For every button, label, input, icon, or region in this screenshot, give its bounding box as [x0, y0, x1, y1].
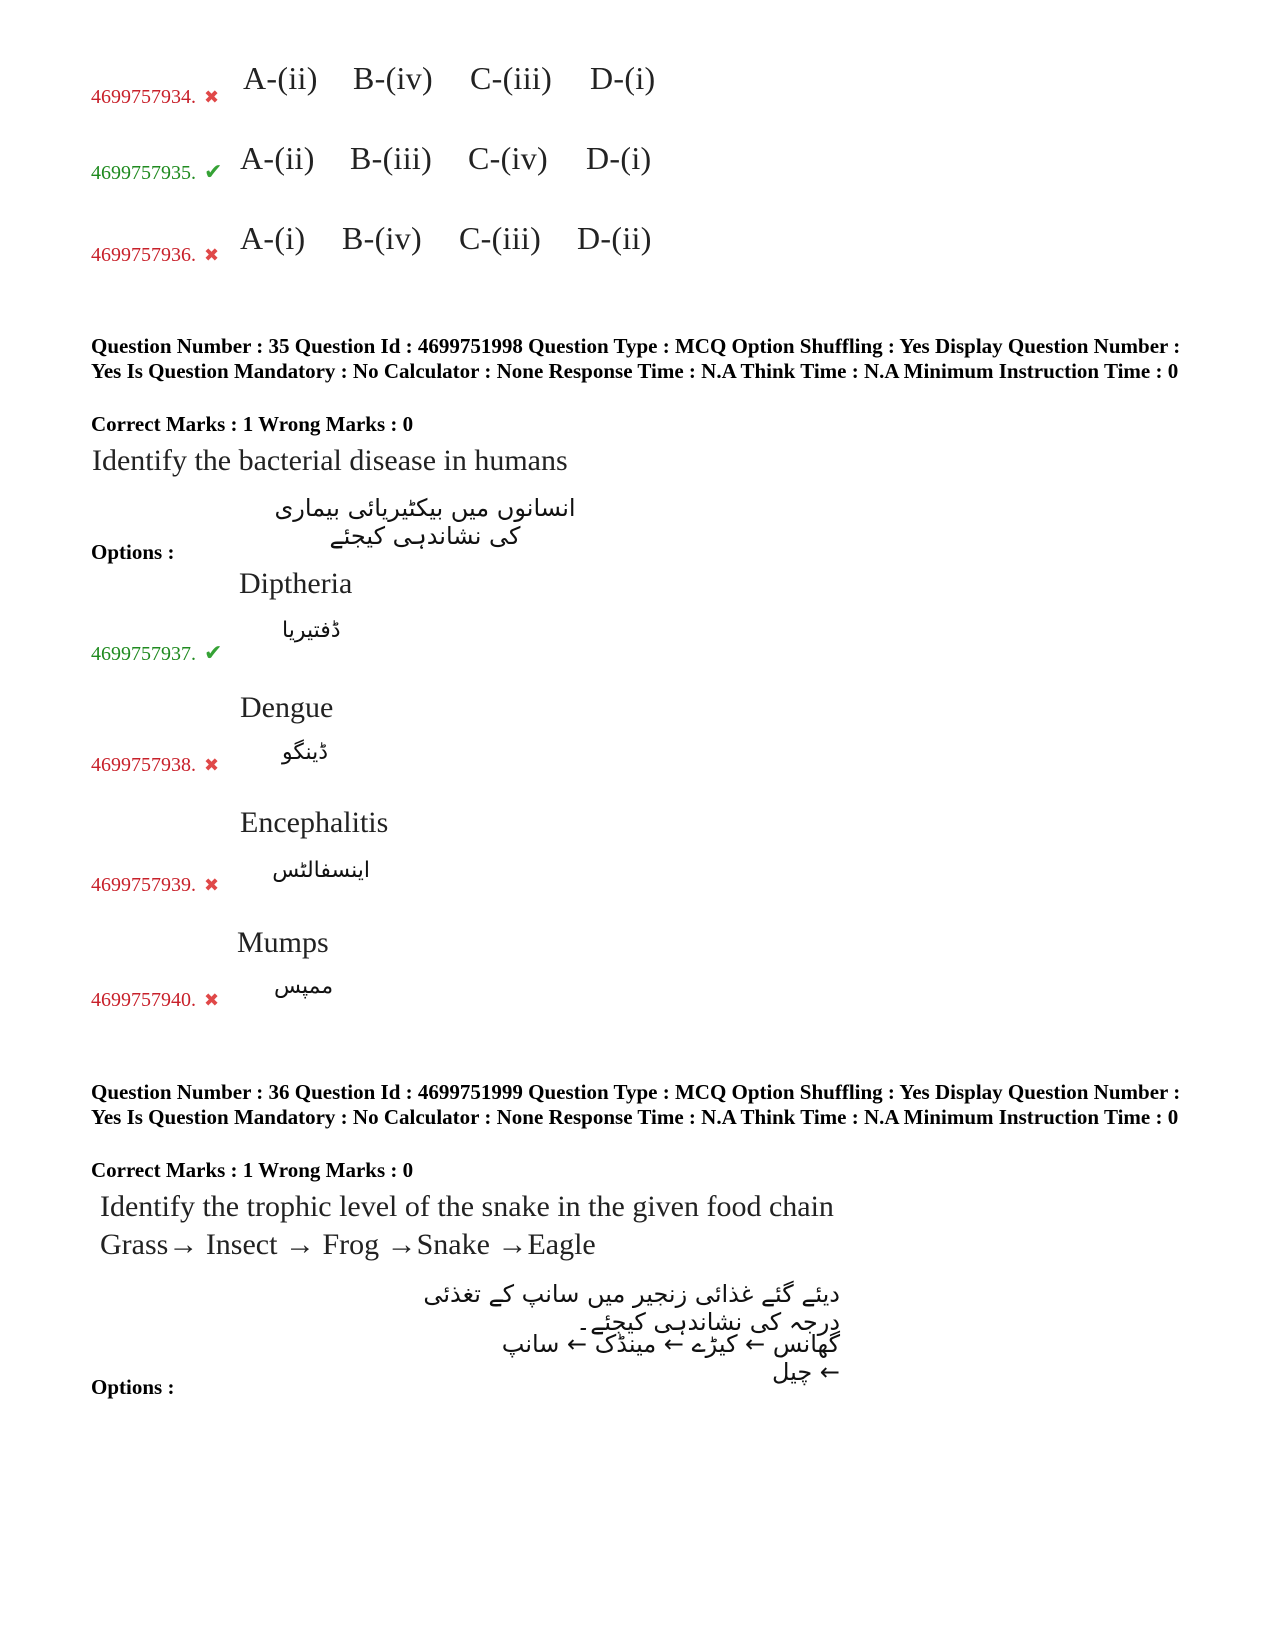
option-number: 4699757938. ✖	[91, 754, 220, 776]
correct-check-icon: ✔	[204, 640, 223, 665]
question-36-meta: Question Number : 36 Question Id : 4699751999 Question Type : MCQ Option Shuffling : Yes Display Question Number : Yes Is Question Mandatory : No Calculator : None Response Time : N.A Think Time : N.A Minimum Instruction Time : 0	[91, 1080, 1181, 1129]
match-answer: A-(ii) B-(iii) C-(iv) D-(i)	[240, 140, 652, 176]
question-36-food-chain-urdu: گھانس ← کیڑے ← مینڈک ← سانپ ← چیل	[501, 1330, 840, 1386]
question-35-marks: Correct Marks : 1 Wrong Marks : 0	[91, 412, 414, 436]
option-text-urdu: ڈینگو	[282, 740, 329, 765]
match-answer: A-(ii) B-(iv) C-(iii) D-(i)	[243, 60, 656, 96]
incorrect-icon: ✖	[204, 755, 220, 775]
incorrect-icon: ✖	[204, 87, 220, 107]
question-35-text: Identify the bacterial disease in humans	[92, 444, 568, 477]
option-number: 4699757935. ✔	[91, 159, 223, 184]
question-36-marks: Correct Marks : 1 Wrong Marks : 0	[91, 1158, 414, 1182]
question-36-food-chain: Grass→ Insect → Frog →Snake →Eagle	[100, 1228, 596, 1261]
question-35-text-urdu: انسانوں میں بیکٹیریائی بیماری کی نشاندہی کیجئے	[274, 494, 576, 550]
incorrect-icon: ✖	[204, 245, 220, 265]
option-number: 4699757934. ✖	[91, 86, 220, 108]
incorrect-icon: ✖	[204, 875, 220, 895]
option-text-urdu: اینسفالٹس	[272, 858, 370, 883]
option-text: Dengue	[240, 691, 334, 724]
question-36-text: Identify the trophic level of the snake in the given food chain	[100, 1190, 834, 1223]
incorrect-icon: ✖	[204, 990, 220, 1010]
question-36-text-urdu: دیئے گئے غذائی زنجیر میں سانپ کے تغذئی درجہ کی نشاندہی کیجئے۔	[423, 1280, 840, 1336]
option-number: 4699757940. ✖	[91, 989, 220, 1011]
question-35-options-label: Options :	[91, 540, 175, 564]
option-number: 4699757937. ✔	[91, 640, 223, 665]
question-36-options-label: Options :	[91, 1375, 175, 1399]
question-35-meta: Question Number : 35 Question Id : 4699751998 Question Type : MCQ Option Shuffling : Yes Display Question Number : Yes Is Question Mandatory : No Calculator : None Response Time : N.A Think Time : N.A Minimum Instruction Time : 0	[91, 334, 1181, 383]
option-text-urdu: ڈفتیریا	[282, 618, 341, 643]
option-number: 4699757939. ✖	[91, 874, 220, 896]
option-text-urdu: ممپس	[274, 974, 334, 999]
option-text: Mumps	[237, 926, 329, 959]
option-text: Diptheria	[239, 567, 353, 600]
match-answer: A-(i) B-(iv) C-(iii) D-(ii)	[240, 220, 652, 256]
correct-check-icon: ✔	[204, 159, 223, 184]
option-number: 4699757936. ✖	[91, 244, 220, 266]
option-text: Encephalitis	[240, 806, 389, 839]
